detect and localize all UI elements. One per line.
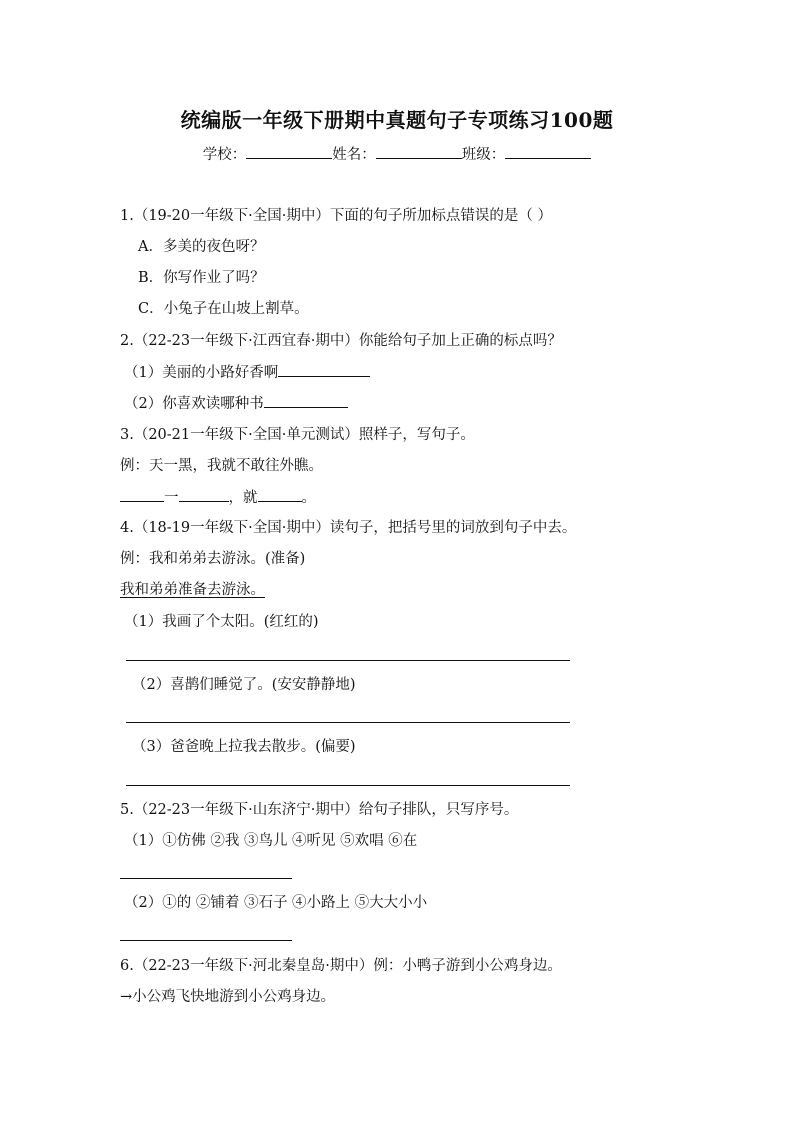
question-3-blank-1[interactable] — [120, 487, 164, 502]
question-6-example: →小公鸡飞快地游到小公鸡身边。 — [120, 989, 336, 1005]
question-4-item-1: （1）我画了个太阳。(红红的) — [124, 614, 319, 630]
question-1-option-c[interactable]: C．小兔子在山坡上割草。 — [138, 301, 309, 317]
question-3-example: 例：天一黑，我就不敢往外瞧。 — [120, 458, 323, 474]
question-5-item-1: （1）①仿佛 ②我 ③鸟儿 ④听见 ⑤欢唱 ⑥在 — [124, 833, 418, 849]
question-2-item-1-blank[interactable] — [278, 362, 370, 377]
question-3-blank-3[interactable] — [258, 487, 302, 502]
class-label: 班级： — [461, 147, 506, 163]
name-blank[interactable] — [376, 144, 462, 159]
student-info-row — [0, 143, 794, 164]
question-4-item-3: （3）爸爸晚上拉我去散步。(偏要) — [132, 739, 356, 755]
question-1-option-a[interactable]: A．多美的夜色呀？ — [138, 239, 265, 255]
question-4-example: 例：我和弟弟去游泳。(准备) — [120, 551, 306, 567]
question-4-stem: 4.（18-19一年级下·全国·期中）读句子，把括号里的词放到句子中去。 — [120, 520, 577, 536]
question-5-item-2: （2）①的 ②铺着 ③石子 ④小路上 ⑤大大小小 — [124, 895, 428, 911]
question-3-blank-2[interactable] — [179, 487, 229, 502]
question-2-item-2-blank[interactable] — [264, 393, 348, 408]
question-4-item-1-answer-line[interactable] — [126, 660, 570, 661]
question-1-stem: 1.（19-20一年级下·全国·期中）下面的句子所加标点错误的是（ ） — [120, 208, 552, 224]
question-3-sentence-frame — [120, 487, 316, 508]
class-blank[interactable] — [505, 144, 591, 159]
question-1-option-b[interactable]: B．你写作业了吗？ — [138, 270, 265, 286]
school-label: 学校： — [202, 147, 247, 163]
school-blank[interactable] — [246, 144, 332, 159]
question-3-frame-b: ，就 — [228, 490, 258, 506]
question-5-stem: 5.（22-23一年级下·山东济宁·期中）给句子排队，只写序号。 — [120, 802, 519, 818]
question-5-item-1-answer-line[interactable] — [120, 878, 292, 879]
question-2-item-1-text: （1）美丽的小路好香啊 — [124, 365, 279, 381]
question-5-item-2-answer-line[interactable] — [120, 940, 292, 941]
name-label: 姓名： — [332, 147, 376, 163]
question-2-stem: 2.（22-23一年级下·江西宜春·期中）你能给句子加上正确的标点吗？ — [120, 333, 562, 349]
question-3-frame-end: 。 — [301, 490, 316, 506]
question-4-item-2: （2）喜鹊们睡觉了。(安安静静地) — [132, 677, 356, 693]
question-4-item-2-answer-line[interactable] — [126, 722, 570, 723]
question-2-item-2 — [124, 393, 348, 414]
question-3-frame-a: 一 — [164, 490, 179, 506]
question-6-stem: 6.（22-23一年级下·河北秦皇岛·期中）例：小鸭子游到小公鸡身边。 — [120, 958, 562, 974]
question-4-item-3-answer-line[interactable] — [126, 785, 570, 786]
question-3-stem: 3.（20-21一年级下·全国·单元测试）照样子，写句子。 — [120, 427, 475, 443]
page-title: 统编版一年级下册期中真题句子专项练习100题 — [180, 108, 614, 132]
question-4-example-answer: 我和弟弟准备去游泳。 — [120, 582, 265, 598]
question-2-item-1 — [124, 362, 370, 383]
question-2-item-2-text: （2）你喜欢读哪种书 — [124, 396, 264, 412]
